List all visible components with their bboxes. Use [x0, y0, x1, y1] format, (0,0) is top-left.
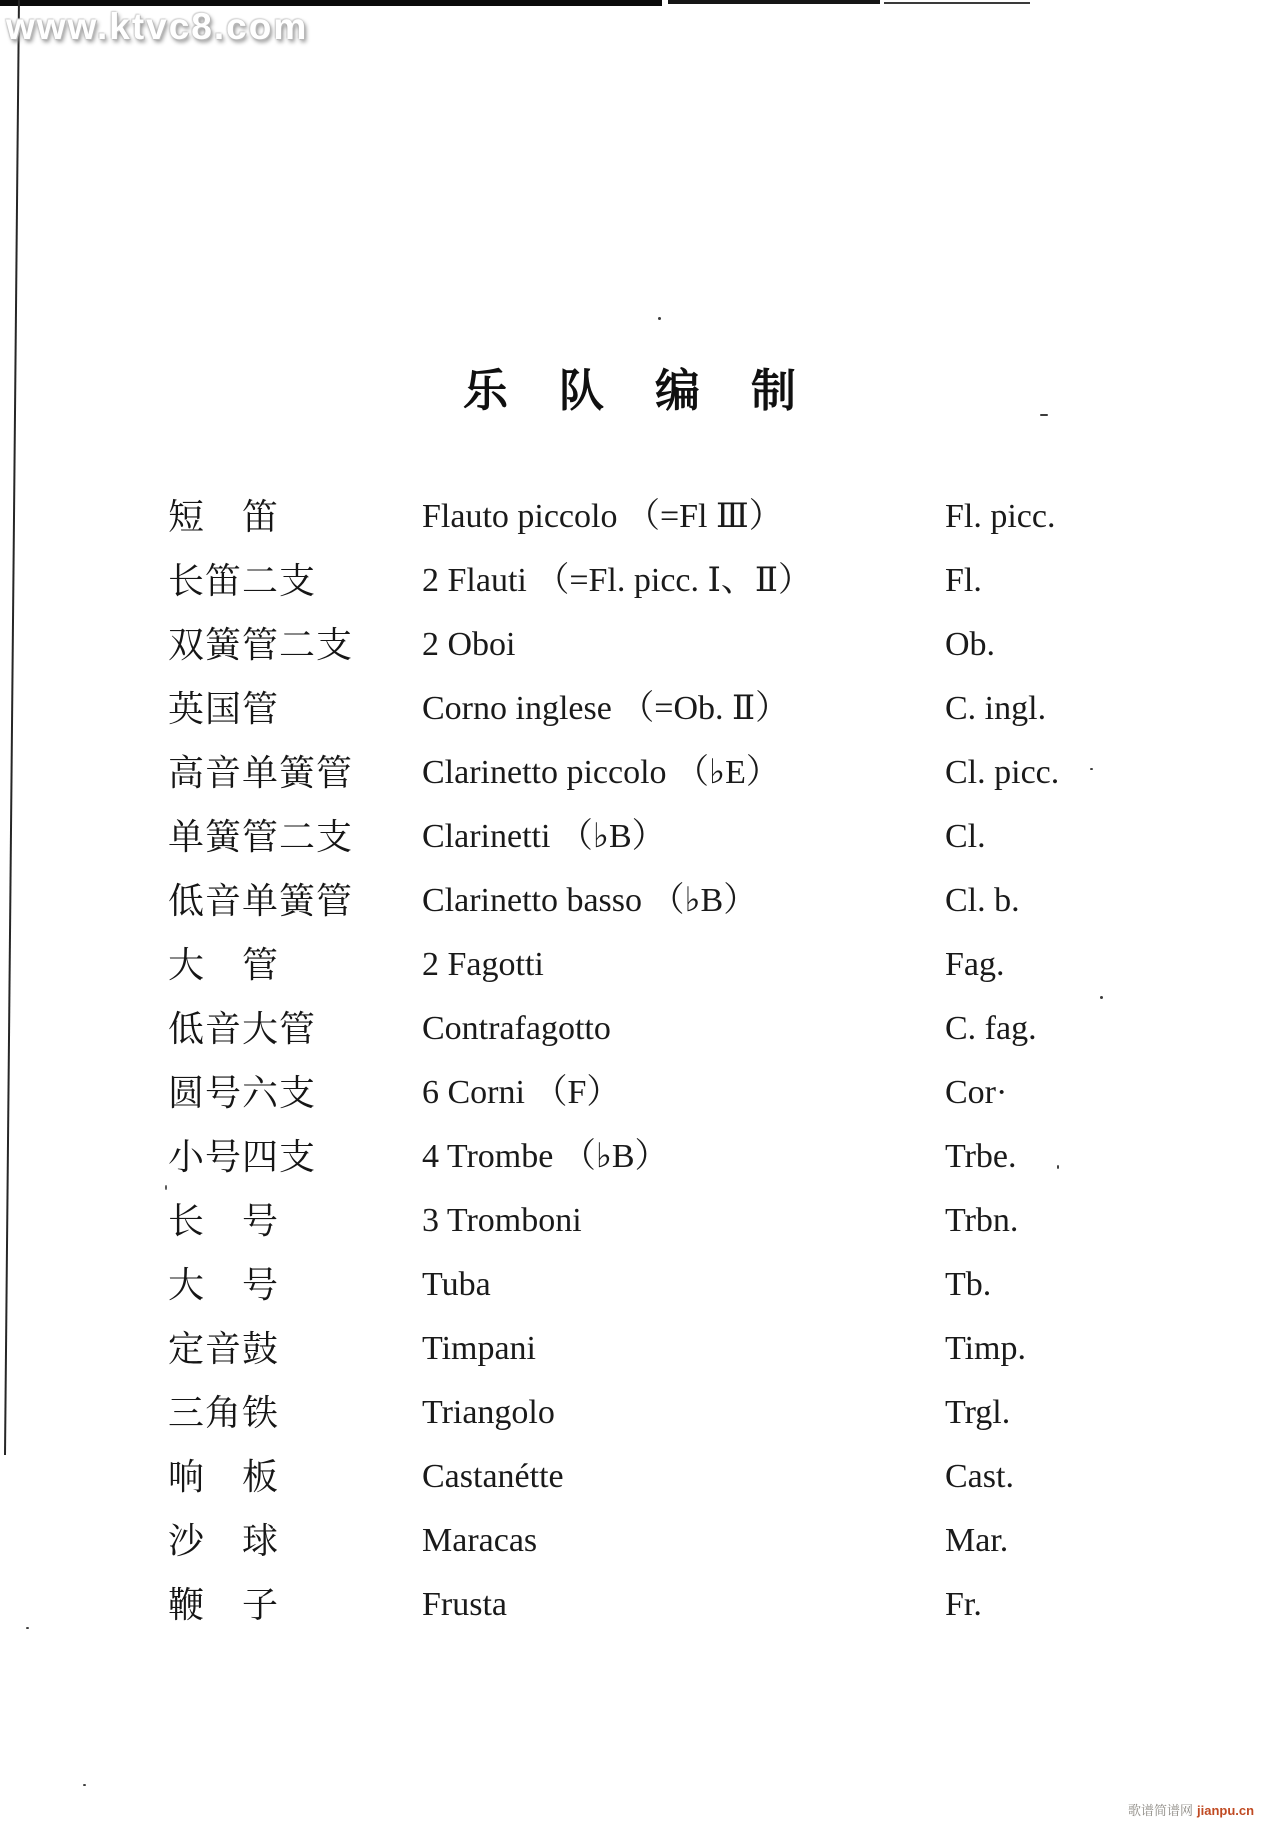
page-title: 乐队编制 [463, 366, 848, 416]
instrument-name-italian: 2 Fagotti [422, 946, 544, 983]
instrument-abbreviation: C. fag. [945, 1010, 1037, 1047]
table-row [0, 624, 1280, 668]
table-row [0, 944, 1280, 988]
instrument-name-chinese: 低音单簧管 [168, 881, 354, 921]
scan-speck [26, 1627, 29, 1629]
instrument-abbreviation: Cor· [945, 1074, 1008, 1111]
table-row [0, 752, 1280, 796]
instrument-name-chinese: 长 号 [168, 1201, 280, 1241]
instrument-abbreviation: Cl. b. [945, 882, 1020, 919]
watermark-site-url: jianpu.cn [1197, 1803, 1255, 1818]
table-row [0, 1264, 1280, 1308]
table-row [0, 816, 1280, 860]
watermark-bottom [1128, 1800, 1254, 1819]
table-row [0, 560, 1280, 604]
instrument-name-chinese: 高音单簧管 [168, 753, 354, 793]
instrument-name-italian: Clarinetto piccolo （♭E） [422, 754, 780, 791]
instrument-abbreviation: Tb. [945, 1266, 992, 1303]
table-row [0, 1456, 1280, 1500]
instrument-name-italian: 2 Flauti （=Fl. picc. Ⅰ、Ⅱ） [422, 562, 813, 599]
scan-speck [165, 1185, 167, 1190]
instrument-name-chinese: 短 笛 [168, 497, 280, 537]
table-row [0, 1584, 1280, 1628]
instrument-name-chinese: 定音鼓 [168, 1329, 280, 1369]
instrument-abbreviation: Fl. picc. [945, 498, 1056, 535]
instrument-abbreviation: Trbn. [945, 1202, 1019, 1239]
table-row [0, 880, 1280, 924]
instrument-abbreviation: Mar. [945, 1522, 1009, 1559]
scan-speck [658, 317, 661, 320]
table-row [0, 688, 1280, 732]
table-row [0, 1328, 1280, 1372]
instrument-abbreviation: Cl. picc. [945, 754, 1060, 791]
instrument-name-italian: Frusta [422, 1586, 507, 1623]
instrument-name-chinese: 英国管 [168, 689, 280, 729]
instrument-name-italian: 2 Oboi [422, 626, 516, 663]
instrument-name-chinese: 鞭 子 [168, 1585, 280, 1625]
scan-speck [1100, 996, 1103, 999]
watermark-top: www.ktvc8.com [6, 6, 309, 47]
instrument-abbreviation: Cl. [945, 818, 986, 855]
instrument-abbreviation: Fag. [945, 946, 1005, 983]
instrument-name-chinese: 长笛二支 [168, 561, 317, 601]
instrument-abbreviation: Trgl. [945, 1394, 1011, 1431]
scan-speck [1090, 768, 1093, 770]
instrument-abbreviation: Timp. [945, 1330, 1026, 1367]
scan-speck [83, 1784, 86, 1786]
table-row [0, 496, 1280, 540]
instrument-name-chinese: 大 管 [168, 945, 280, 985]
table-row [0, 1136, 1280, 1180]
instrument-name-italian: 6 Corni （F） [422, 1074, 621, 1111]
instrument-abbreviation: Cast. [945, 1458, 1014, 1495]
instrument-abbreviation: C. ingl. [945, 690, 1047, 727]
instrument-name-chinese: 圆号六支 [168, 1073, 317, 1113]
instrument-name-italian: 4 Trombe （♭B） [422, 1138, 669, 1175]
instrument-name-italian: Maracas [422, 1522, 538, 1559]
instrument-abbreviation: Trbe. [945, 1138, 1017, 1175]
scan-speck [1040, 414, 1048, 416]
instrument-abbreviation: Ob. [945, 626, 996, 663]
table-row [0, 1200, 1280, 1244]
instrument-name-italian: Contrafagotto [422, 1010, 611, 1047]
instrument-name-italian: 3 Tromboni [422, 1202, 582, 1239]
instrument-name-chinese: 响 板 [168, 1457, 280, 1497]
instrument-name-chinese: 单簧管二支 [168, 817, 354, 857]
instrument-abbreviation: Fr. [945, 1586, 982, 1623]
instrument-name-chinese: 大 号 [168, 1265, 280, 1305]
watermark-site-name: 歌谱简谱网 [1128, 1803, 1194, 1818]
instrument-name-italian: Corno inglese （=Ob. Ⅱ） [422, 690, 790, 727]
instrument-name-chinese: 三角铁 [168, 1393, 280, 1433]
scan-speck [1057, 1165, 1059, 1169]
instrument-name-chinese: 沙 球 [168, 1521, 280, 1561]
instrument-name-chinese: 低音大管 [168, 1009, 317, 1049]
instrument-name-italian: Timpani [422, 1330, 537, 1367]
instrument-name-italian: Castanétte [422, 1458, 564, 1495]
instrument-name-italian: Clarinetto basso （♭B） [422, 882, 758, 919]
instrument-name-chinese: 双簧管二支 [168, 625, 354, 665]
instrument-name-italian: Tuba [422, 1266, 491, 1303]
instrument-name-italian: Flauto piccolo （=Fl Ⅲ） [422, 498, 783, 535]
instrument-name-chinese: 小号四支 [168, 1137, 317, 1177]
instrument-name-italian: Triangolo [422, 1394, 555, 1431]
instrument-abbreviation: Fl. [945, 562, 982, 599]
instrument-name-italian: Clarinetti （♭B） [422, 818, 666, 855]
table-row [0, 1008, 1280, 1052]
table-row [0, 1072, 1280, 1116]
table-row [0, 1392, 1280, 1436]
table-row [0, 1520, 1280, 1564]
